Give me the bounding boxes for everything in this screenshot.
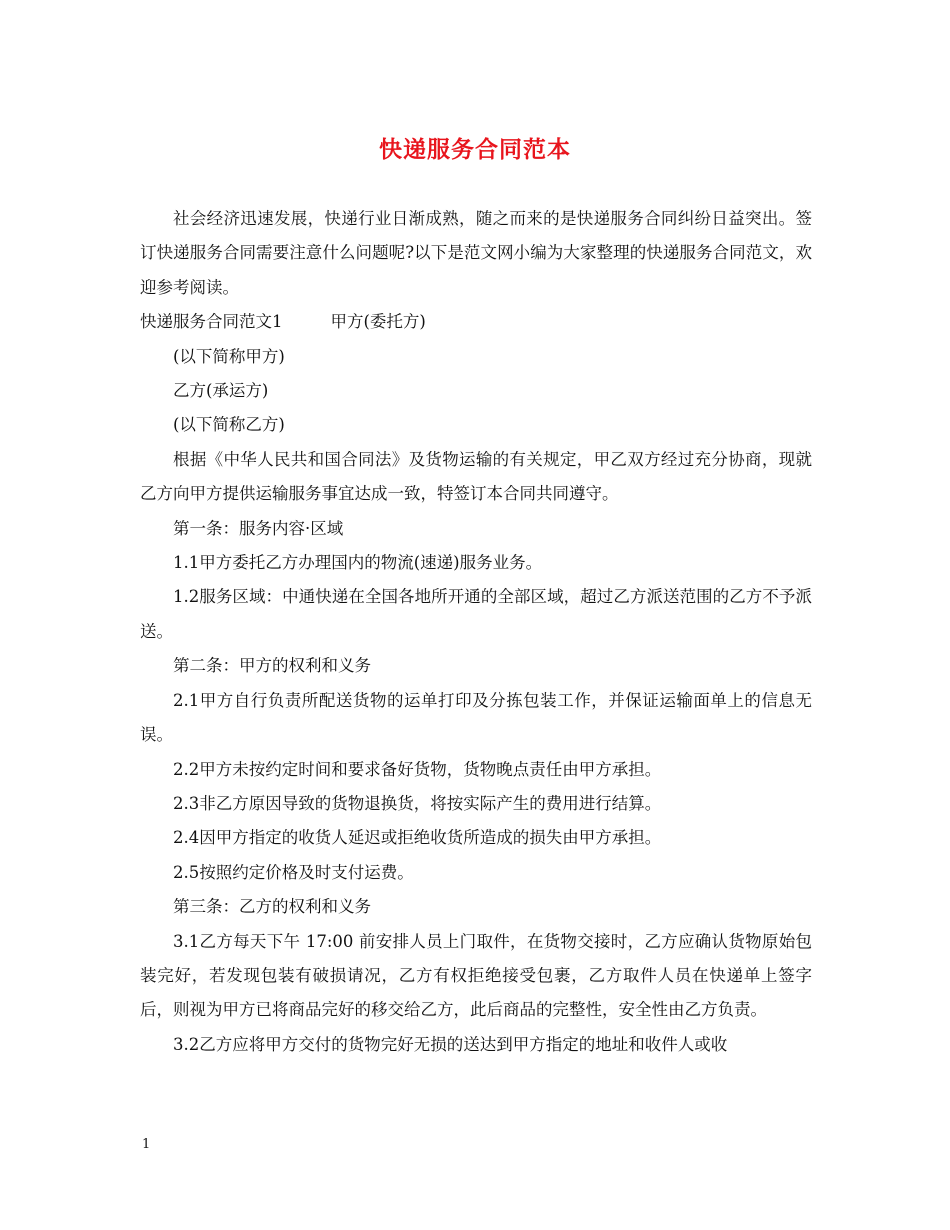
clause-3-1: 3.1乙方每天下午 17:00 前安排人员上门取件，在货物交接时，乙方应确认货物原始包装完好，若发现包装有破损请况，乙方有权拒绝接受包裹，乙方取件人员在快递单上签字后，则视为甲方已将商品完好的移交给乙方，此后商品的完整性，安全性由乙方负责。 xyxy=(140,931,812,1020)
clause-3-2: 3.2乙方应将甲方交付的货物完好无损的送达到甲方指定的地址和收件人或收 xyxy=(173,1034,728,1054)
article-2-heading: 第二条：甲方的权利和义务 xyxy=(173,656,371,676)
sample-heading-line xyxy=(140,305,812,339)
document-body xyxy=(140,202,812,1062)
party-b-label: 乙方(承运方) xyxy=(173,381,269,401)
document-title: 快递服务合同范本 xyxy=(379,136,571,163)
intro-paragraph: 社会经济迅速发展，快递行业日渐成熟，随之而来的是快递服务合同纠纷日益突出。签订快递服务合同需要注意什么问题呢?以下是范文网小编为大家整理的快递服务合同范文，欢迎参考阅读。 xyxy=(140,209,812,297)
clause-2-5: 2.5按照约定价格及时支付运费。 xyxy=(173,862,414,882)
page-number: 1 xyxy=(142,1137,151,1152)
party-a-note: (以下简称甲方) xyxy=(173,346,285,366)
article-1-heading: 第一条：服务内容·区域 xyxy=(173,518,344,538)
party-a-label: 甲方(委托方) xyxy=(330,312,426,332)
clause-2-3: 2.3非乙方原因导致的货物退换货，将按实际产生的费用进行结算。 xyxy=(173,793,662,813)
article-3-heading: 第三条：乙方的权利和义务 xyxy=(173,897,371,917)
clause-2-4: 2.4因甲方指定的收货人延迟或拒绝收货所造成的损失由甲方承担。 xyxy=(173,828,662,848)
clause-2-1: 2.1甲方自行负责所配送货物的运单打印及分拣包装工作，并保证运输面单上的信息无误。 xyxy=(140,690,812,745)
clause-2-2: 2.2甲方未按约定时间和要求备好货物，货物晚点责任由甲方承担。 xyxy=(173,759,662,779)
preamble-paragraph: 根据《中华人民共和国合同法》及货物运输的有关规定，甲乙双方经过充分协商，现就乙方向甲方提供运输服务事宜达成一致，特签订本合同共同遵守。 xyxy=(140,449,812,504)
clause-1-2: 1.2服务区域：中通快递在全国各地所开通的全部区域，超过乙方派送范围的乙方不予派送。 xyxy=(140,587,812,641)
clause-1-1: 1.1甲方委托乙方办理国内的物流(速递)服务业务。 xyxy=(173,553,543,573)
party-b-note: (以下简称乙方) xyxy=(173,415,285,435)
sample-heading: 快递服务合同范文1 xyxy=(140,312,283,332)
